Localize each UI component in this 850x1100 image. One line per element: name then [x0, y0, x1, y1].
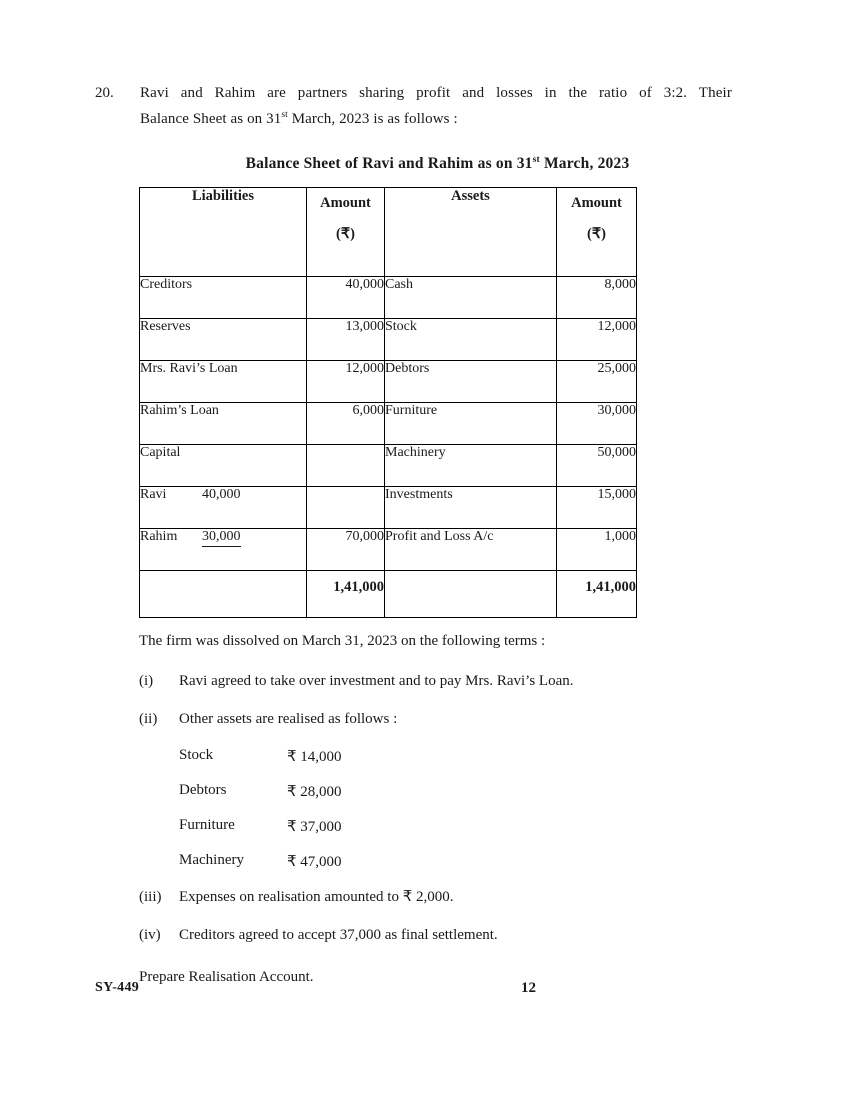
table-row [140, 360, 637, 402]
balance-sheet-heading-post: March, 2023 [539, 154, 630, 172]
realised-asset-name: Stock [179, 746, 214, 763]
table-row [140, 444, 637, 486]
question-line-2-pre: Balance Sheet as on 31 [140, 111, 282, 128]
cell-amount-liability [307, 444, 385, 486]
term-marker: (iii) [139, 888, 162, 905]
table-row [140, 276, 637, 318]
question-line-2 [140, 106, 732, 132]
balance-sheet-table [139, 187, 637, 618]
table-row [140, 486, 637, 528]
question-number: 20. [95, 85, 114, 101]
realised-asset-value: ₹ 37,000 [287, 818, 342, 835]
terms-list [139, 669, 732, 947]
cell-amount-asset: 50,000 [557, 444, 637, 486]
cell-amount-asset: 15,000 [557, 486, 637, 528]
cell-amount-liability: 70,000 [307, 528, 385, 570]
question-block [95, 80, 732, 133]
question-line-2-post: March, 2023 is as follows : [287, 111, 458, 128]
partner-capital: 30,000 [202, 529, 241, 547]
cell-amount-asset: 1,000 [557, 528, 637, 570]
cell-amount-liability: 6,000 [307, 402, 385, 444]
cell-amount-liability: 13,000 [307, 318, 385, 360]
realised-asset-item [179, 782, 732, 801]
cell-total-assets-blank [385, 570, 557, 617]
term-item [139, 885, 732, 909]
realised-asset-item [179, 747, 732, 766]
page-footer [95, 980, 732, 996]
cell-amount-asset: 12,000 [557, 318, 637, 360]
cell-asset: Machinery [385, 444, 557, 486]
header-currency-2: (₹) [587, 226, 606, 243]
realised-asset-name: Debtors [179, 781, 227, 798]
table-header-row [140, 187, 637, 276]
table-total-row [140, 570, 637, 617]
header-amount-liabilities [307, 187, 385, 276]
cell-asset: Profit and Loss A/c [385, 528, 557, 570]
cell-asset: Stock [385, 318, 557, 360]
realised-asset-item [179, 852, 732, 871]
partner-capital: 40,000 [202, 486, 241, 502]
balance-sheet-heading-pre: Balance Sheet of Ravi and Rahim as on 31 [245, 154, 533, 172]
cell-asset: Furniture [385, 402, 557, 444]
realised-asset-name: Machinery [179, 851, 244, 868]
balance-sheet-heading [143, 155, 732, 173]
realised-asset-item [179, 817, 732, 836]
question-body [140, 80, 732, 133]
cell-liability: Creditors [140, 276, 307, 318]
realised-asset-name: Furniture [179, 816, 235, 833]
realised-asset-value: ₹ 28,000 [287, 783, 342, 800]
term-item [139, 669, 732, 693]
partner-name: Rahim [140, 528, 178, 544]
term-text: Ravi agreed to take over investment and to pay Mrs. Ravi’s Loan. [179, 672, 574, 689]
term-text: Expenses on realisation amounted to ₹ 2,000. [179, 888, 454, 905]
cell-liability: Rahim’s Loan [140, 402, 307, 444]
prepare-instruction: Prepare Realisation Account. [139, 968, 314, 985]
cell-total-label-blank [140, 570, 307, 617]
cell-asset: Investments [385, 486, 557, 528]
table-head [140, 187, 637, 276]
cell-amount-liability: 12,000 [307, 360, 385, 402]
cell-liability: Reserves [140, 318, 307, 360]
term-item [139, 707, 732, 731]
cell-amount-asset: 25,000 [557, 360, 637, 402]
table-body [140, 276, 637, 617]
ordinal-suffix: st [281, 110, 288, 121]
header-liabilities: Liabilities [140, 187, 307, 276]
question-line-1: Ravi and Rahim are partners sharing profit and losses in the ratio of 3:2. Their [140, 85, 732, 101]
realised-asset-value: ₹ 14,000 [287, 748, 342, 765]
table-row [140, 318, 637, 360]
cell-amount-asset: 8,000 [557, 276, 637, 318]
cell-total-assets: 1,41,000 [557, 570, 637, 617]
header-assets: Assets [385, 187, 557, 276]
table-row [140, 528, 637, 570]
term-marker: (i) [139, 672, 154, 689]
page-number: 12 [521, 980, 536, 996]
term-text: Creditors agreed to accept 37,000 as final settlement. [179, 926, 498, 943]
cell-amount-liability [307, 486, 385, 528]
term-text: Other assets are realised as follows : [179, 710, 398, 727]
cell-amount-asset: 30,000 [557, 402, 637, 444]
cell-liability-partner-rahim [140, 528, 307, 570]
realised-assets-list [179, 747, 732, 871]
paper-code: SY-449 [95, 980, 140, 995]
table-row [140, 402, 637, 444]
cell-liability: Mrs. Ravi’s Loan [140, 360, 307, 402]
header-amount-label-2: Amount [571, 194, 622, 211]
cell-total-liabilities: 1,41,000 [307, 570, 385, 617]
cell-amount-liability: 40,000 [307, 276, 385, 318]
cell-liability-partner-ravi [140, 486, 307, 528]
term-marker: (iv) [139, 926, 161, 943]
cell-asset: Debtors [385, 360, 557, 402]
header-amount-label-1: Amount [320, 194, 371, 211]
term-marker: (ii) [139, 710, 158, 727]
partner-name: Ravi [140, 486, 167, 502]
balance-sheet-table-wrap [139, 187, 636, 618]
header-currency-1: (₹) [336, 226, 355, 243]
term-item [139, 923, 732, 947]
cell-liability: Capital [140, 444, 307, 486]
dissolution-intro: The firm was dissolved on March 31, 2023 on the following terms : [139, 632, 546, 649]
header-amount-assets [557, 187, 637, 276]
heading-ordinal-suffix: st [532, 154, 540, 165]
cell-asset: Cash [385, 276, 557, 318]
realised-asset-value: ₹ 47,000 [287, 853, 342, 870]
